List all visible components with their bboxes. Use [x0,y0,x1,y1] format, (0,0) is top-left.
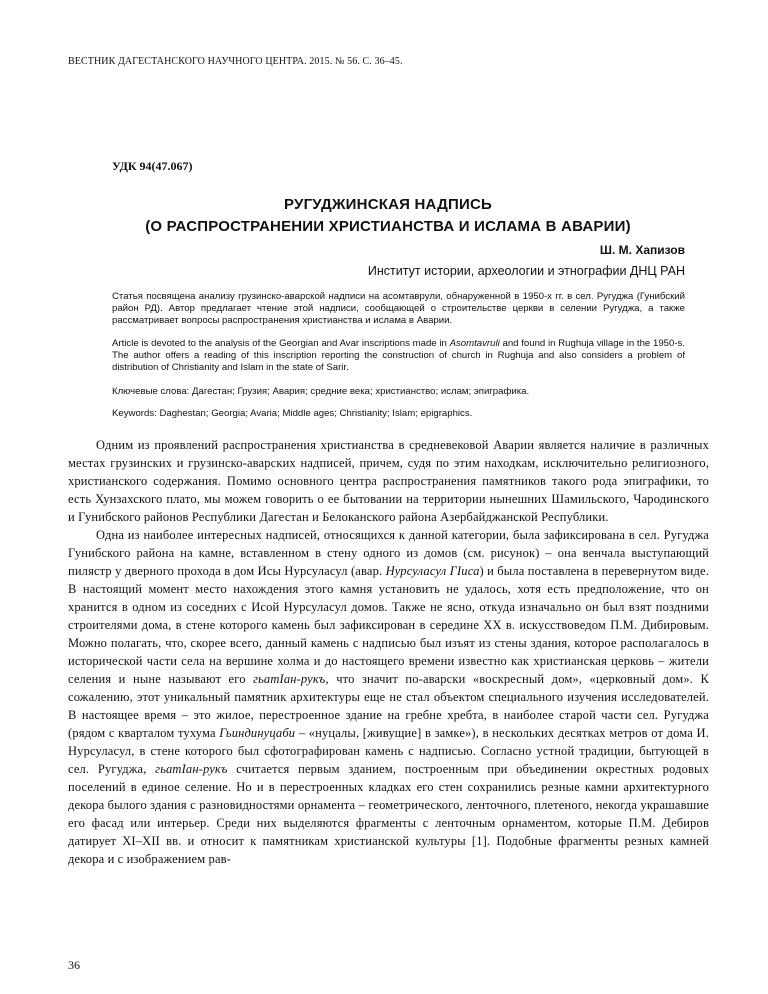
abstract-ru-text: Статья посвящена анализу грузинско-аварской надписи на асомтаврули, обнаруженной в 1950-х гг. в сел. Ругуджа (Гунибский район РД). Автор предлагает чтение этой надписи, сообщающей о строительстве церкви в селении Ругуджа, а также рассматривает вопросы распространения христианства и ислама в Аварии. [112,291,685,327]
abstract-english [112,338,685,375]
p2-text-a: Одна из наиболее интересных надписей, относящихся к данной категории, была зафиксирована в сел. Ругуджа Гунибского района на камне, вставленном в стену одного из домов (см. рисунок) – она венчала выступающий пилястр у дверного прохода в дом Исы Нурсуласул (авар. [68,528,709,578]
p2-italic-4: гьатIан-рукъ [155,762,228,776]
article-body [68,436,709,868]
title-line-1: РУГУДЖИНСКАЯ НАДПИСЬ [284,196,492,213]
title-line-2: (О РАСПРОСТРАНЕНИИ ХРИСТИАНСТВА И ИСЛАМА В АВАРИИ) [145,218,631,235]
abstract-russian [112,291,685,328]
p2-text-e: считается первым зданием, построенным при объединении окрестных родовых поселений в единое селение. Но и в перестроенных кладках его стен сохранились резные камни архитектурного декора былого здания с разновидностями орнамента – геометрического, ленточного, плетеного, некогда украшавшие его фасад или интерьер. Среди них выделяются фрагменты с ленточным орнаментом, которые П.М. Дебиров датирует XI–XII вв. и относит к памятникам христианской культуры [1]. Подобные фрагменты резных камней декора и с изображением рав- [68,762,709,866]
p2-italic-1: Нурсуласул ГIиса [385,564,480,578]
p2-text-d: – «нуцалы, [живущие] в замке»), в нескольких десятках метров от дома И. Нурсуласул, в стене которого был сфотографирован камень с надписью. Согласно устной традиции, бытующей в сел. Ругуджа, [68,726,709,776]
body-paragraph-2 [68,526,709,868]
p2-text-c: , что значит по-аварски «воскресный дом», «церковный дом». К сожалению, этот уникальный памятник архитектуры еще не стал объектом специального изучения исследователей. В настоящее время – это жилое, перестроенное здание на гребне хребта, в наиболее старой части сел. Ругуджа (рядом с кварталом тухума [68,672,709,740]
author-name: Ш. М. Хапизов [599,243,685,257]
p2-italic-3: Гьиндинуцаби [219,726,296,740]
p2-italic-2: гьатIан-рукъ [253,672,326,686]
abstract-en-italic: Asomtavruli [449,338,500,349]
abstract-en-text [112,338,685,375]
body-paragraph-1: Одним из проявлений распространения христианства в средневековой Аварии является наличие в различных местах грузинских и грузинско-аварских надписей, причем, судя по этим находкам, исключительно религиозного, христианского содержания. Помимо основного центра распространения памятников такого рода эпиграфики, то есть Хунзахского плато, мы можем говорить о ее бытовании на территории нынешних Шамильского, Чародинского и Гунибского районов Республики Дагестан и Белоканского района Азербайджанской Республики. [68,438,709,524]
page-number: 36 [68,958,80,972]
udc-code: УДК 94(47.067) [112,159,193,173]
abstract-en-before: Article is devoted to the analysis of the Georgian and Avar inscriptions made in [112,338,450,349]
author-affiliation: Институт истории, археологии и этнографии ДНЦ РАН [367,264,685,278]
abstract-en-after: and found in Rughuja village in the 1950-s. The author offers a reading of this inscription reporting the construction of church in Rughuja and also considers a problem of distribution of Christianity and Islam in the state of Sarir. [112,338,686,374]
keywords-russian: Ключевые слова: Дагестан; Грузия; Авария; средние века; христианство; ислам; эпиграфика. [112,386,530,397]
keywords-english: Keywords: Daghestan; Georgia; Avaria; Middle ages; Christianity; Islam; epigraphics. [112,408,473,419]
p2-text-b: ) и была поставлена в перевернутом виде. В настоящий момент место нахождения этого камня установить не удалось, хотя есть предположение, что он хранится в одном из соседних с Исой Нурсуласул домов. Также не ясно, откуда изначально он был взят поздними строителями дома, в стене которого камень был зафиксирован в середине XX в. искусствоведом П.М. Дибировым. Можно полагать, что, скорее всего, данный камень с надписью был изъят из стены здания, которое располагалось в исторической части села на вершине холма и до настоящего времени известно как христианская церковь – жители селения и ныне называют его [68,564,710,686]
running-head: ВЕСТНИК ДАГЕСТАНСКОГО НАУЧНОГО ЦЕНТРА. 2015. № 56. С. 36–45. [68,56,403,67]
article-title [68,194,708,238]
